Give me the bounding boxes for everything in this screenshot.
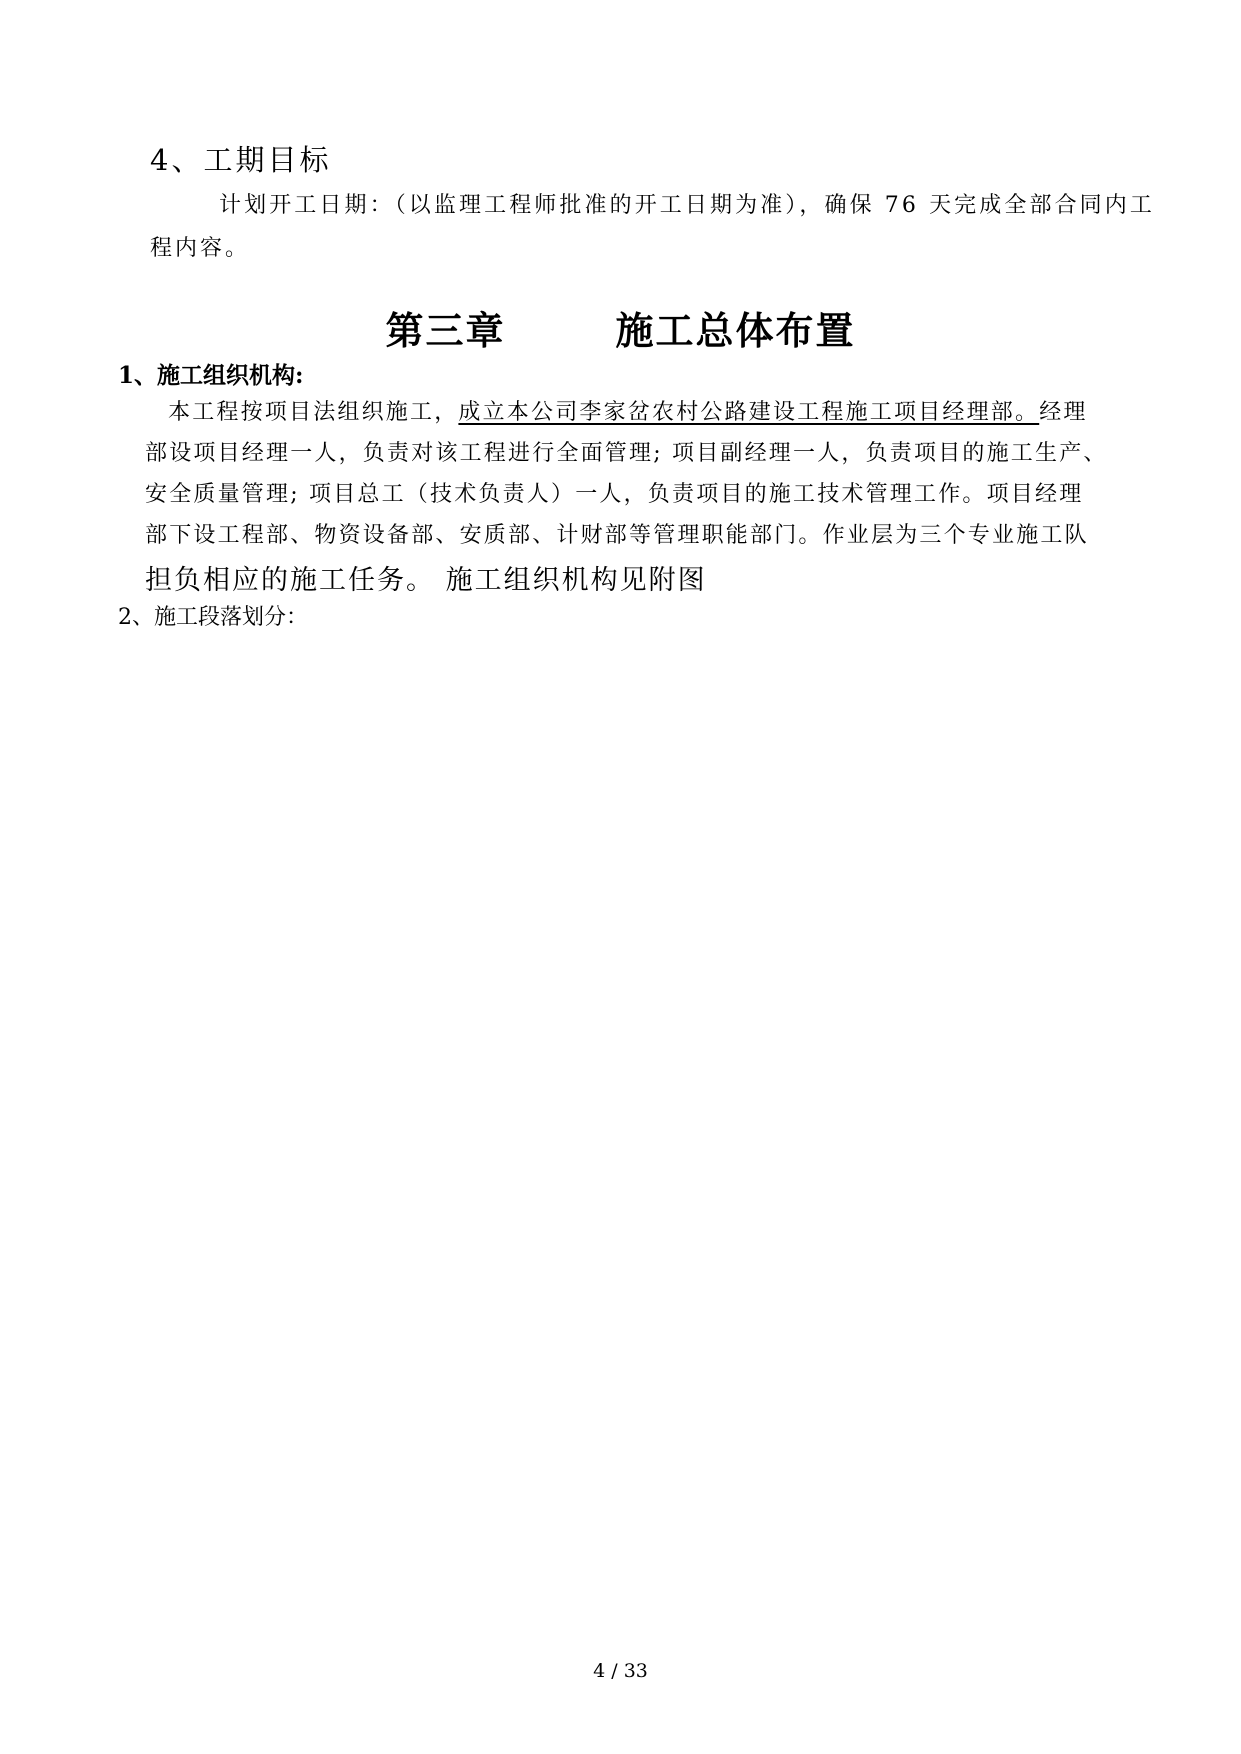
paragraph-line: 部下设工程部、物资设备部、安质部、计财部等管理职能部门。作业层为三个专业施工队 <box>145 523 1089 548</box>
underlined-text: 成立本公司李家岔农村公路建设工程施工项目经理部。 <box>458 400 1040 425</box>
chapter-title <box>0 300 1241 355</box>
section-heading-schedule-goal: 4、工期目标 <box>150 143 332 177</box>
paragraph-text: 经理 <box>1039 400 1088 425</box>
paragraph-line: 安全质量管理; 项目总工（技术负责人）一人，负责项目的施工技术管理工作。项目经理 <box>145 482 1084 507</box>
paragraph-line: 担负相应的施工任务。 施工组织机构见附图 <box>145 565 707 596</box>
page-number: 4 / 33 <box>593 1660 648 1682</box>
section-body-line: 程内容。 <box>150 236 251 261</box>
paragraph-line <box>168 395 1088 426</box>
section-body-line: 计划开工日期：（以监理工程师批准的开工日期为准），确保 76 天完成全部合同内工 <box>219 193 1155 218</box>
subsection-heading-organization: 1、施工组织机构: <box>118 362 304 389</box>
chapter-name: 施工总体布置 <box>615 308 856 353</box>
chapter-number: 第三章 <box>385 308 506 353</box>
paragraph-line: 部设项目经理一人，负责对该工程进行全面管理; 项目副经理一人，负责项目的施工生产、 <box>145 441 1108 466</box>
subsection-heading-segment-division: 2、施工段落划分： <box>118 605 308 630</box>
paragraph-text: 本工程按项目法组织施工， <box>168 400 459 425</box>
